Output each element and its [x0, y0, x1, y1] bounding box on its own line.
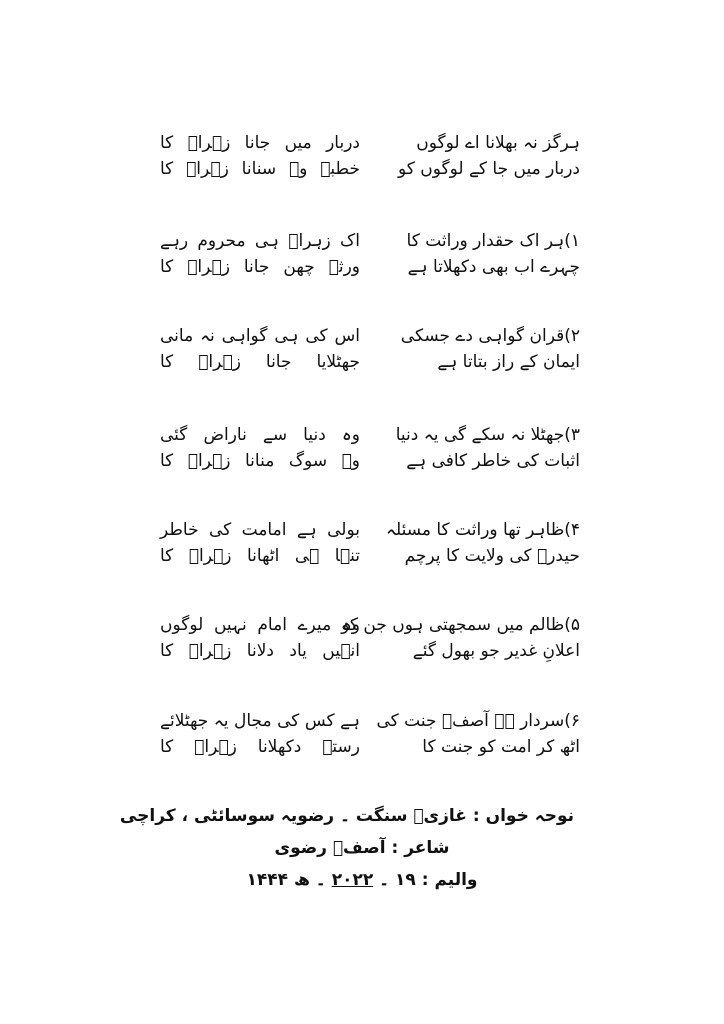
reciter-credit: [119, 800, 574, 832]
verse-line: [160, 156, 580, 182]
verse-second-half: رستہ دکھلانا زہراؑ کا: [160, 737, 360, 757]
verse-first-half: اثبات کی خاطر کافی ہے: [406, 451, 580, 471]
verse-first-half: دربار میں جا کے لوگوں کو: [397, 159, 580, 179]
separator: ۔: [379, 870, 390, 890]
reciter-value: غازیؑ سنگت ۔ رضویہ سوسائٹی ، کراچی: [119, 806, 467, 826]
verse-line: [160, 349, 580, 375]
verse-first-half: ۶)سردار ہے آصفؔ جنت کی: [376, 711, 580, 731]
volume-credit: [150, 864, 574, 896]
verse-second-half: خطبہ وہ سنانا زہراؑ کا: [160, 159, 360, 179]
stanza-3: [160, 422, 580, 474]
stanza-6: [160, 708, 580, 760]
verse-line: [160, 448, 580, 474]
verse-second-half: جھٹلایا جانا زہراؑ کا: [160, 352, 360, 372]
verse-second-half: ورثہ چھن جانا زہراؑ کا: [160, 257, 360, 277]
poet-label: شاعر: [404, 838, 450, 858]
verse-line: [160, 543, 580, 569]
verse-second-half: اک زہراؑ ہی محروم رہے: [160, 231, 360, 251]
verse-second-half: وہ سوگ منانا زہراؑ کا: [160, 451, 360, 471]
verse-second-half: وہ دنیا سے ناراض گئی: [160, 425, 360, 445]
verse-first-half: ۵)ظالم میں سمجھتی ہوں جن کو: [341, 615, 580, 635]
verse-first-half: ایمان کے راز بتاتا ہے: [437, 352, 580, 372]
verse-line: [160, 130, 580, 156]
verse-first-half: ہرگز نہ بھلانا اے لوگوں: [416, 133, 580, 153]
verse-second-half: ہے کس کی مجال یہ جھٹلائے: [160, 711, 360, 731]
year-gregorian: ۲۰۲۲: [331, 870, 374, 890]
verse-line: [160, 708, 580, 734]
verse-line: [160, 422, 580, 448]
verse-first-half: چہرے اب بھی دکھلاتا ہے: [407, 257, 580, 277]
stanza-4: [160, 517, 580, 569]
verse-line: [160, 517, 580, 543]
poet-value: آصفؔ رضوی: [274, 838, 386, 858]
verse-second-half: بولی ہے امامت کی خاطر: [160, 520, 360, 540]
verse-line: [160, 734, 580, 760]
verse-line: [160, 228, 580, 254]
verse-first-half: اعلانِ غدیر جو بھول گئے: [412, 641, 580, 661]
verse-second-half: تنہا ہی اٹھانا زہراؑ کا: [160, 546, 360, 566]
verse-second-half: وہ میرے امام نہیں لوگوں: [160, 615, 360, 635]
colon: :: [391, 838, 399, 858]
verse-first-half: ۳)جھٹلا نہ سکے گی یہ دنیا: [395, 425, 580, 445]
stanza-5: [160, 612, 580, 664]
separator: ۔: [315, 870, 326, 890]
volume-label: والیم: [434, 870, 478, 890]
colon: :: [421, 870, 429, 890]
poet-credit: [150, 832, 574, 864]
verse-second-half: دربار میں جانا زہراؑ کا: [160, 133, 360, 153]
credits-footer: [119, 800, 574, 896]
hijri-suffix: ھ: [293, 870, 310, 890]
verse-line: [160, 254, 580, 280]
verse-second-half: اس کی ہی گواہی نہ مانی: [160, 326, 360, 346]
verse-first-half: حیدرؑ کی ولایت کا پرچم: [404, 546, 580, 566]
verse-first-half: ۴)ظاہر تھا وراثت کا مسئلہ: [385, 520, 580, 540]
verse-first-half: ۲)قران گواہی دے جسکی: [400, 326, 580, 346]
stanza-1: [160, 228, 580, 280]
volume-number: ۱۹: [395, 870, 416, 890]
verse-line: [160, 638, 580, 664]
verse-first-half: ۱)ہر اک حقدار وراثت کا: [406, 231, 580, 251]
verse-second-half: انہیں یاد دلانا زہراؑ کا: [160, 641, 360, 661]
colon: :: [472, 806, 480, 826]
verse-first-half: اٹھ کر امت کو جنت کا: [422, 737, 580, 757]
year-hijri: ۱۴۴۴: [246, 870, 289, 890]
stanza-refrain: [160, 130, 580, 182]
reciter-label: نوحہ خواں: [485, 806, 574, 826]
verse-line: [160, 323, 580, 349]
stanza-2: [160, 323, 580, 375]
verse-line: [160, 612, 580, 638]
